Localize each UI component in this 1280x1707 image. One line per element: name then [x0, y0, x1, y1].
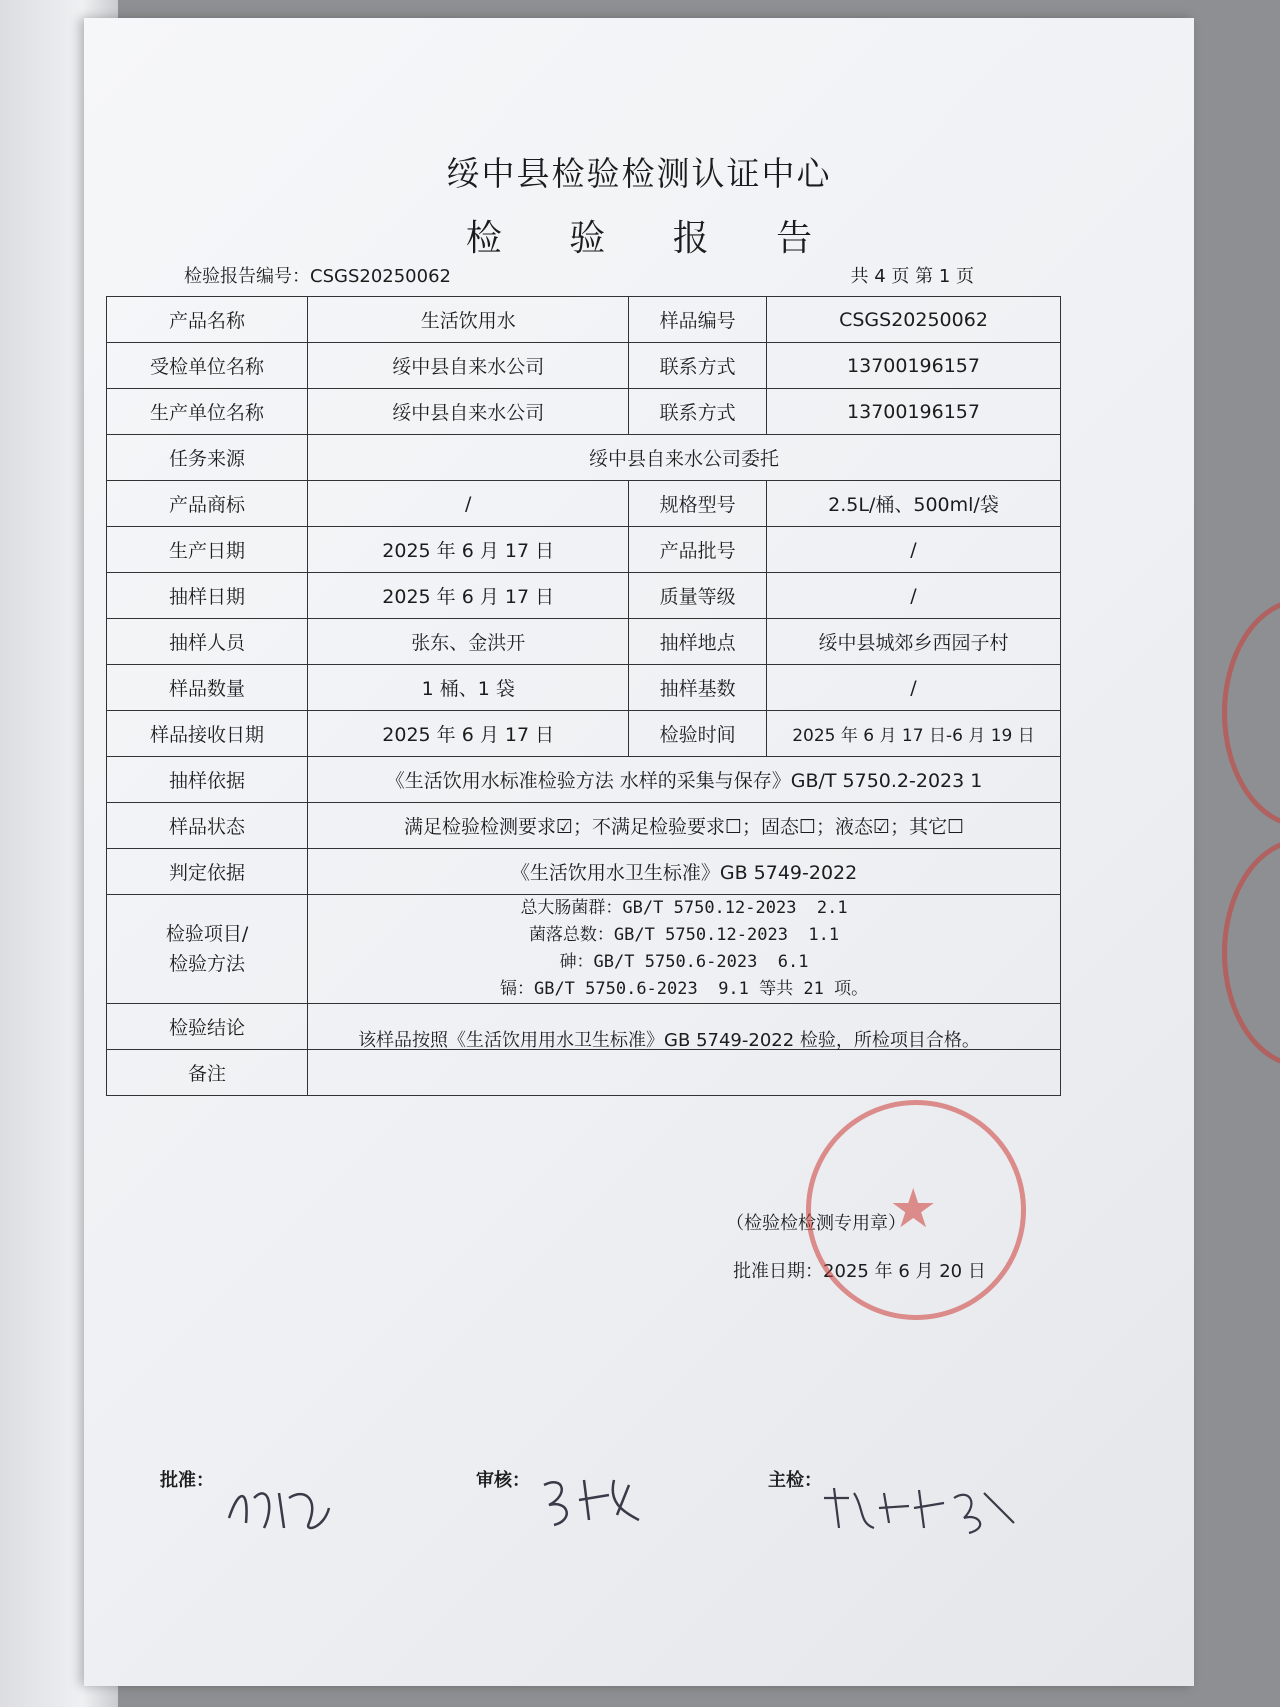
table-row	[107, 803, 1061, 849]
receive-date-value: 2025 年 6 月 17 日	[308, 711, 629, 757]
official-seal	[806, 1100, 1026, 1320]
sampling-basis-value: 《生活饮用水标准检验方法 水样的采集与保存》GB/T 5750.2-2023 1	[308, 757, 1061, 803]
samplers-label: 抽样人员	[107, 619, 308, 665]
batch-no-label: 产品批号	[629, 527, 767, 573]
producer-unit-label: 生产单位名称	[107, 389, 308, 435]
judgment-basis-value: 《生活饮用水卫生标准》GB 5749-2022	[308, 849, 1061, 895]
contact-label: 联系方式	[629, 343, 767, 389]
sampling-base-label: 抽样基数	[629, 665, 767, 711]
organization-title: 绥中县检验检测认证中心	[446, 154, 832, 193]
seal-text	[833, 1107, 999, 1142]
table-row	[107, 1050, 1061, 1096]
sample-no-label: 样品编号	[629, 297, 767, 343]
report-number: 检验报告编号：CSGS20250062	[184, 266, 451, 287]
spec-value: 2.5L/桶、500ml/袋	[767, 481, 1061, 527]
inspected-unit-value: 绥中县自来水公司	[308, 343, 629, 389]
sample-no-value: CSGS20250062	[767, 297, 1061, 343]
method-item: 总大肠菌群：GB/T 5750.12-2023 2.1	[520, 898, 848, 918]
trademark-label: 产品商标	[107, 481, 308, 527]
test-time-label: 检验时间	[629, 711, 767, 757]
table-row	[107, 711, 1061, 757]
receive-date-label: 样品接收日期	[107, 711, 308, 757]
sampling-basis-label: 抽样依据	[107, 757, 308, 803]
star-icon: ★	[889, 1177, 938, 1240]
quality-grade-value: /	[767, 573, 1061, 619]
chief-inspector-label: 主检：	[768, 1470, 822, 1491]
sampling-date-value: 2025 年 6 月 17 日	[308, 573, 629, 619]
partial-seal	[1222, 598, 1280, 828]
table-row	[107, 619, 1061, 665]
product-name-value: 生活饮用水	[308, 297, 629, 343]
sample-qty-value: 1 桶、1 袋	[308, 665, 629, 711]
quality-grade-label: 质量等级	[629, 573, 767, 619]
sampling-place-value: 绥中县城郊乡西园子村	[767, 619, 1061, 665]
sample-state-value: 满足检验检测要求☑；不满足检验要求☐；固态☐；液态☑；其它☐	[308, 803, 1061, 849]
table-row	[107, 389, 1061, 435]
page-info: 共 4 页 第 1 页	[850, 266, 974, 287]
approval-date: 批准日期：2025 年 6 月 20 日	[733, 1261, 986, 1282]
report-title: 检 验 报 告	[465, 218, 841, 259]
inspected-unit-label: 受检单位名称	[107, 343, 308, 389]
sampling-place-label: 抽样地点	[629, 619, 767, 665]
table-row	[107, 297, 1061, 343]
inspector-signature	[819, 1478, 1019, 1538]
task-source-value: 绥中县自来水公司委托	[308, 435, 1061, 481]
method-item: 砷：GB/T 5750.6-2023 6.1	[559, 952, 809, 972]
sampling-base-value: /	[767, 665, 1061, 711]
spec-label: 规格型号	[629, 481, 767, 527]
methods-label	[107, 895, 308, 1004]
batch-no-value: /	[767, 527, 1061, 573]
producer-unit-value: 绥中县自来水公司	[308, 389, 629, 435]
sample-state-label: 样品状态	[107, 803, 308, 849]
samplers-value: 张东、金洪开	[308, 619, 629, 665]
partial-seal	[1222, 838, 1280, 1068]
methods-list	[308, 895, 1061, 1004]
method-item: 镉：GB/T 5750.6-2023 9.1 等共 21 项。	[499, 979, 869, 999]
trademark-value: /	[308, 481, 629, 527]
contact-value: 13700196157	[767, 343, 1061, 389]
contact-label: 联系方式	[629, 389, 767, 435]
table-row	[107, 343, 1061, 389]
approver-signature	[224, 1478, 334, 1538]
product-name-label: 产品名称	[107, 297, 308, 343]
table-row	[107, 1004, 1061, 1050]
table-row	[107, 481, 1061, 527]
seal-note: （检验检检测专用章）	[726, 1213, 907, 1234]
report-page	[84, 18, 1194, 1686]
production-date-value: 2025 年 6 月 17 日	[308, 527, 629, 573]
remarks-value	[308, 1050, 1061, 1096]
conclusion-text: 该样品按照《生活饮用用水卫生标准》GB 5749-2022 检验，所检项目合格。	[358, 1030, 980, 1051]
approve-label: 批准：	[160, 1470, 214, 1491]
sample-qty-label: 样品数量	[107, 665, 308, 711]
table-row	[107, 527, 1061, 573]
methods-label-line1: 检验项目/	[165, 923, 249, 945]
conclusion-label: 检验结论	[107, 1004, 308, 1050]
conclusion-cell	[308, 1004, 1061, 1282]
table-row	[107, 895, 1061, 1004]
table-row	[107, 573, 1061, 619]
table-row	[107, 849, 1061, 895]
review-label: 审核：	[476, 1470, 530, 1491]
task-source-label: 任务来源	[107, 435, 308, 481]
methods-label-line2: 检验方法	[169, 953, 246, 975]
method-item: 菌落总数：GB/T 5750.12-2023 1.1	[528, 925, 840, 945]
table-row	[107, 757, 1061, 803]
test-time-value: 2025 年 6 月 17 日-6 月 19 日	[767, 711, 1061, 757]
report-table	[106, 296, 1061, 1282]
judgment-basis-label: 判定依据	[107, 849, 308, 895]
table-row	[107, 435, 1061, 481]
remarks-label: 备注	[107, 1050, 308, 1096]
table-row	[107, 665, 1061, 711]
reviewer-signature	[539, 1470, 649, 1530]
sampling-date-label: 抽样日期	[107, 573, 308, 619]
production-date-label: 生产日期	[107, 527, 308, 573]
contact-value: 13700196157	[767, 389, 1061, 435]
